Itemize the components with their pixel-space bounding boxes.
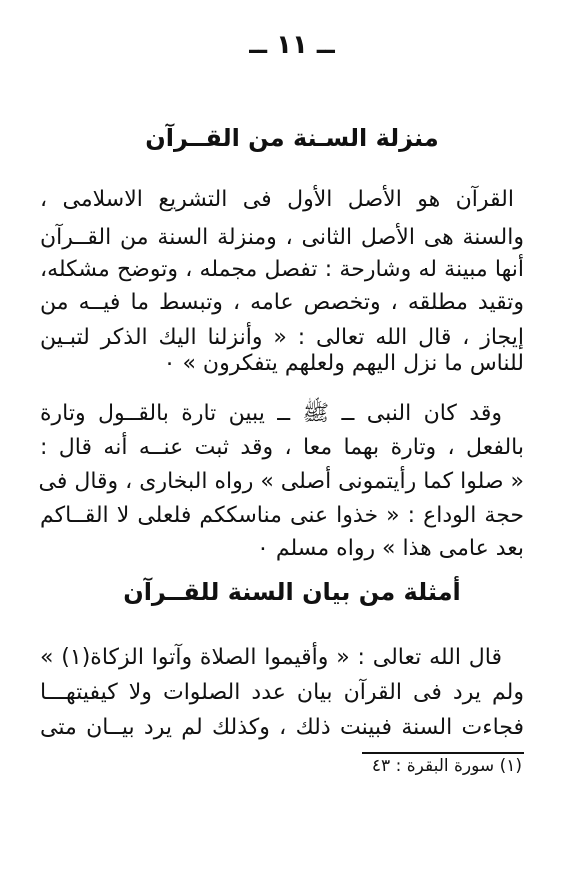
paragraph-line: أنها مبينة له وشارحة : تفصل مجمله ، وتوضح مشكله، [40,257,524,282]
paragraph-line: للناس ما نزل اليهم ولعلهم يتفكرون » ٠ [163,351,524,376]
paragraph-line: القرآن هو الأصل الأول فى التشريع الاسلامى ، [40,187,514,212]
paragraph-line: ولم يرد فى القرآن بيان عدد الصلوات ولا كيفيتهـــا [40,680,524,705]
section-heading-examples: أمثلة من بيان السنة للقــرآن [123,578,461,606]
paragraph-line: « صلوا كما رأيتمونى أصلى » رواه البخارى ، وقال فى [38,469,524,494]
paragraph-line: بعد عامى هذا » رواه مسلم ٠ [257,536,524,561]
footnote: (١) سورة البقرة : ٤٣ [371,756,522,776]
paragraph-line: فجاءت السنة فبينت ذلك ، وكذلك لم يرد بيــان متى [40,715,524,740]
paragraph-line: بالفعل ، وتارة بهما معا ، وقد ثبت عنــه أنه قال : [40,435,524,460]
paragraph-line: قال الله تعالى : « وأقيموا الصلاة وآتوا الزكاة(١) » [40,645,502,670]
page-number: ــ ١١ ــ [249,30,335,60]
paragraph-line: وتقيد مطلقه ، وتخصص عامه ، وتبسط ما فيــه من [40,290,524,315]
section-heading-sunnah-status: منزلة السـنة من القــرآن [145,124,439,152]
paragraph-line: وقد كان النبى ــ ﷺ ــ يبين تارة بالقــول وتارة [40,401,502,426]
paragraph-line: حجة الوداع : « خذوا عنى مناسككم فلعلى لا القــاكم [40,503,524,528]
paragraph-line: إيجاز ، قال الله تعالى : « وأنزلنا اليك الذكر لتبـين [40,325,524,350]
footnote-divider [362,752,524,754]
paragraph-line: والسنة هى الأصل الثانى ، ومنزلة السنة من القــرآن [40,225,524,250]
